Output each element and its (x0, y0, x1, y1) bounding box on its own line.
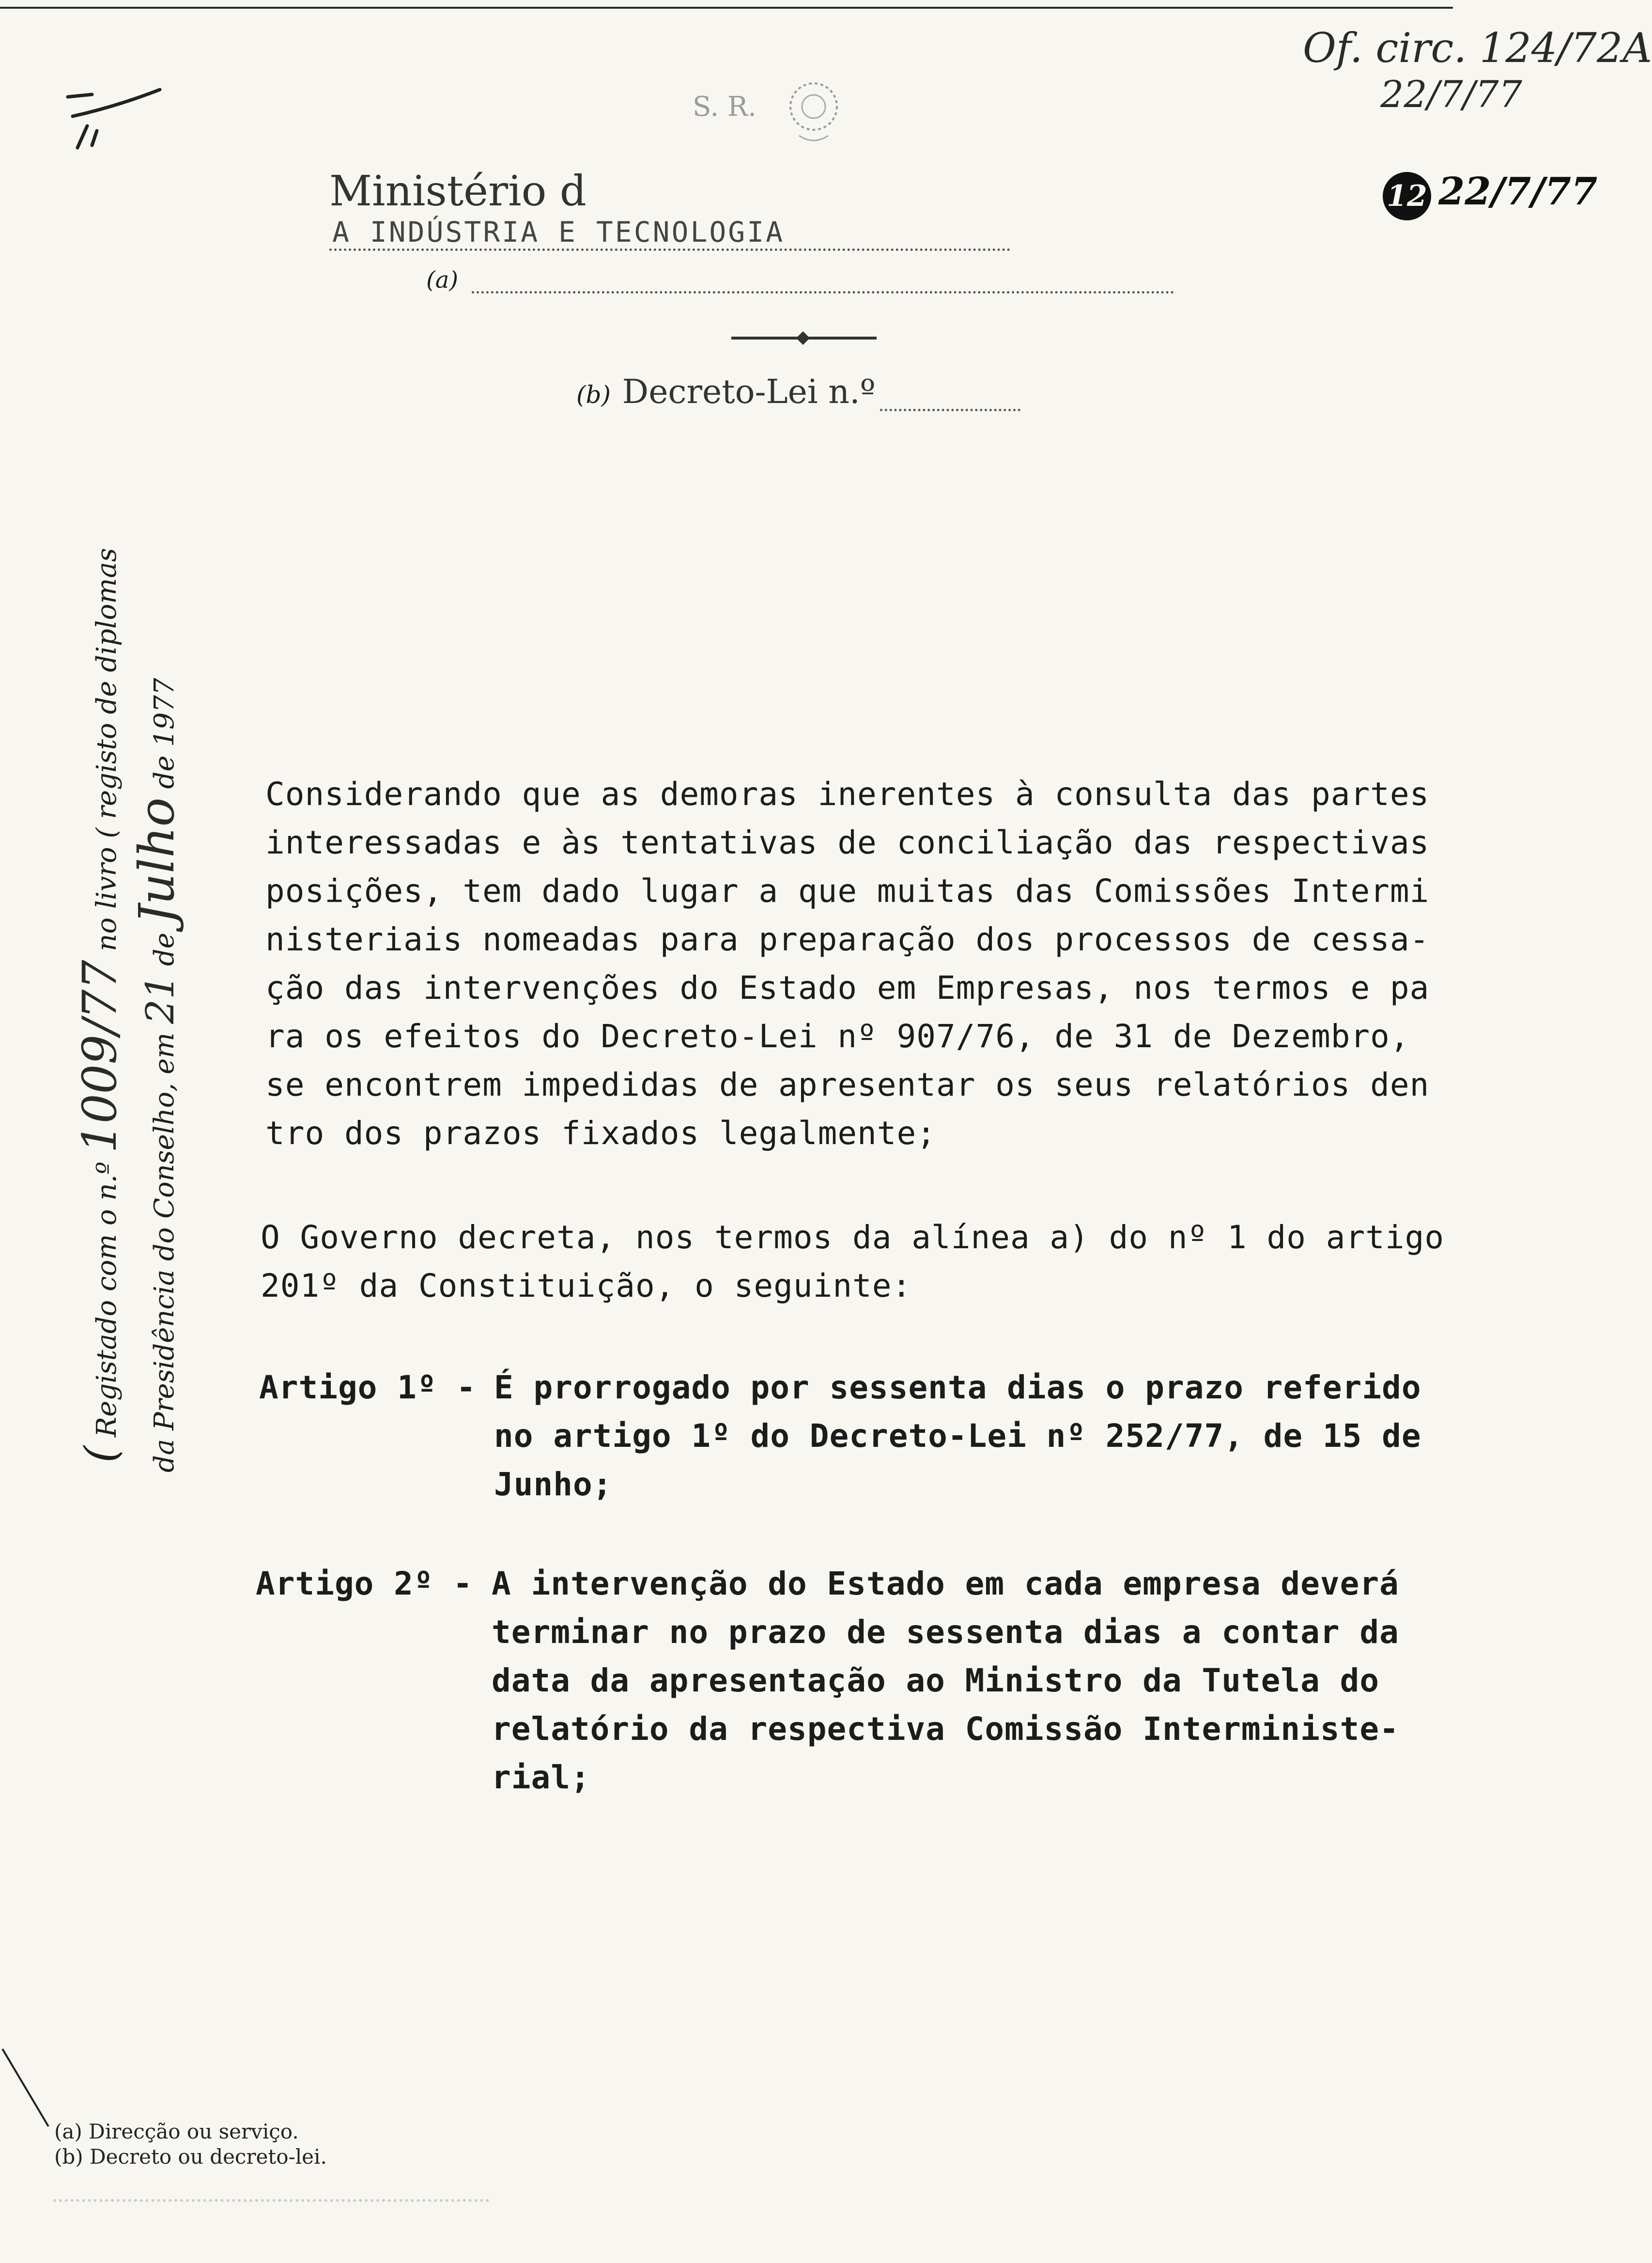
enactment-paragraph (261, 1213, 1444, 1310)
preamble-paragraph (265, 770, 1429, 1158)
handwritten-date: 22/7/77 (1380, 73, 1522, 116)
ministry-name: A INDÚSTRIA E TECNOLOGIA (329, 216, 1010, 251)
divider-diamond-icon (796, 331, 810, 345)
registration-day: 21 (138, 975, 183, 1024)
registration-year: de 1977 (149, 678, 180, 789)
handwritten-reference: Of. circ. 124/72A (1303, 24, 1652, 72)
article-line: relatório da respectiva Comissão Interministe- (492, 1710, 1399, 1748)
ministry-prefix: Ministério d (329, 167, 587, 216)
preamble-line: ção das intervenções do Estado em Empresas, nos termos e pa (265, 969, 1430, 1007)
ministry-heading (329, 167, 1259, 248)
field-a-line (472, 272, 1174, 294)
registration-month: Julho (128, 797, 185, 924)
margin-stroke (0, 2044, 58, 2131)
side-registration-line1: ( Registado com o n.º 1009/77 no livro ( registo de diplomas (73, 548, 127, 1463)
enactment-line: 201º da Constituição, o seguinte: (261, 1267, 912, 1304)
faded-print-line (53, 2199, 489, 2209)
registration-presidency: da Presidência do Conselho, em (149, 1032, 180, 1472)
article-line: A intervenção do Estado em cada empresa deverá (492, 1565, 1399, 1602)
side-registration-line2 (128, 678, 185, 1472)
preamble-line: tro dos prazos fixados legalmente; (265, 1115, 937, 1152)
field-a-label: (a) (426, 266, 459, 294)
decree-label: Decreto-Lei n.º (622, 373, 876, 411)
top-border-line (0, 7, 1453, 9)
registration-book: no livro ( registo de diplomas (91, 548, 123, 951)
emblem-text: S. R. (693, 91, 757, 123)
article-line: no artigo 1º do Decreto-Lei nº 252/77, de 15 de (494, 1417, 1421, 1455)
article-2-text (492, 1560, 1399, 1802)
article-2-label: Artigo 2º - (256, 1565, 473, 1602)
preamble-line: posições, tem dado lugar a que muitas das Comissões Intermi (265, 872, 1430, 910)
preamble-line: Considerando que as demoras inerentes à consulta das partes (265, 775, 1430, 813)
preamble-line: se encontrem impedidas de apresentar os seus relatórios den (265, 1066, 1430, 1103)
handwritten-mark-icon (58, 68, 174, 150)
registration-number: 1009/77 (73, 960, 127, 1153)
decree-number-field (576, 373, 1036, 417)
article-line: data da apresentação ao Ministro da Tutela do (492, 1662, 1380, 1699)
stamp-date: 22/7/77 (1438, 170, 1598, 214)
field-b-label: (b) (576, 381, 611, 409)
article-line: É prorrogado por sessenta dias o prazo referido (494, 1369, 1421, 1406)
preamble-line: ra os efeitos do Decreto-Lei nº 907/76, de 31 de Dezembro, (265, 1018, 1410, 1055)
footnotes (54, 2119, 327, 2170)
article-line: Junho; (494, 1466, 613, 1503)
article-line: terminar no prazo de sessenta dias a contar da (492, 1613, 1399, 1651)
article-line: rial; (492, 1759, 590, 1796)
enactment-line: O Governo decreta, nos termos da alínea a) do nº 1 do artigo (261, 1219, 1445, 1256)
article-1-text (494, 1364, 1421, 1509)
registration-prefix: Registado com o n.º (91, 1162, 123, 1438)
footnote-b: (b) Decreto ou decreto-lei. (54, 2145, 327, 2169)
preamble-line: nisteriais nomeadas para preparação dos processos de cessa- (265, 921, 1430, 958)
decree-number-line (880, 389, 1020, 411)
article-1-label: Artigo 1º - (259, 1369, 477, 1406)
preamble-line: interessadas e às tentativas de conciliação das respectivas (265, 824, 1430, 861)
field-a (426, 266, 1182, 300)
state-emblem (688, 73, 940, 145)
registration-de: de (149, 932, 180, 966)
footnote-a: (a) Direcção ou serviço. (54, 2120, 299, 2143)
stamp-badge: 12 (1383, 172, 1431, 220)
